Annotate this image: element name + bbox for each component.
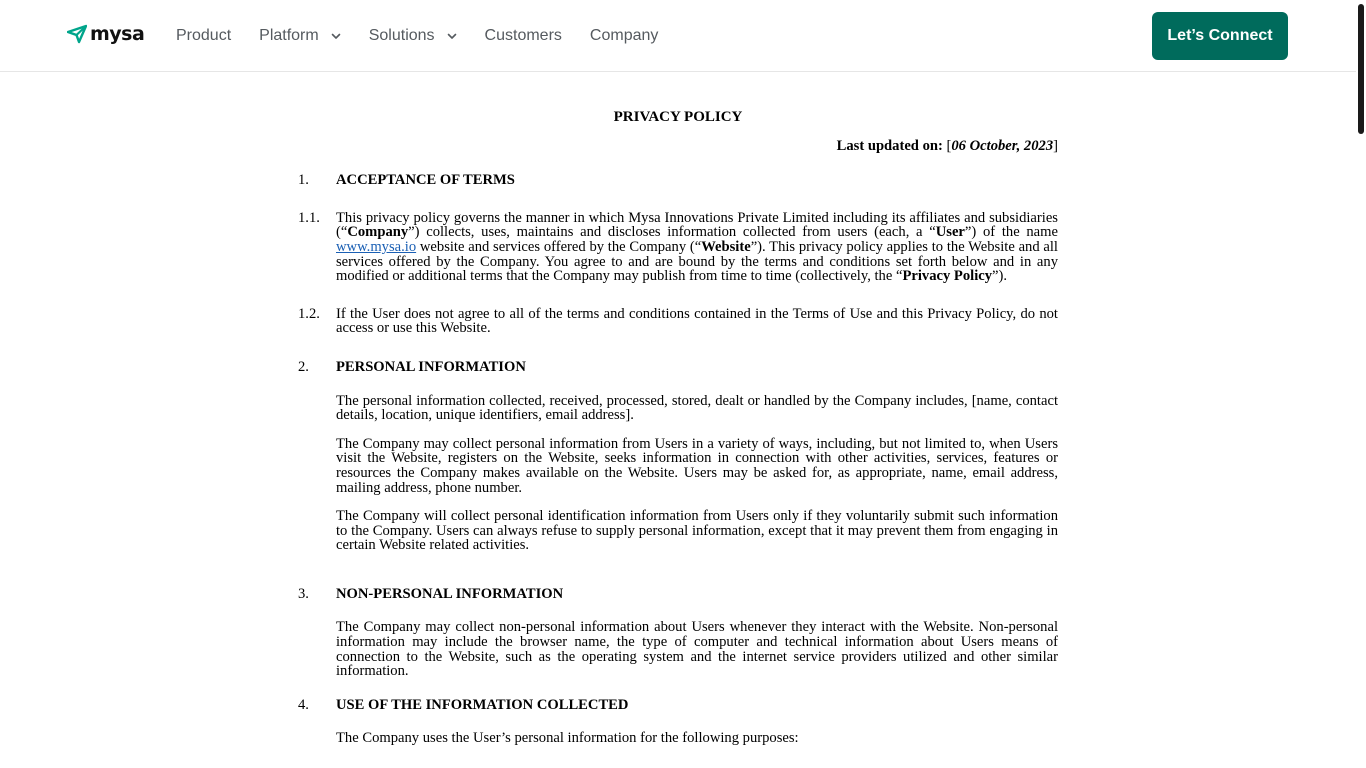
nav-platform-label: Platform: [259, 27, 319, 44]
paragraph: The Company will collect personal identification information from Users only if they voluntarily submit such information to the Company. Users can always refuse to supply personal information, except that it may prevent them from engaging in certain Website related activities.: [336, 508, 1058, 554]
brand-name: mysa: [90, 23, 145, 45]
paragraph: The Company may collect personal information from Users in a variety of ways, including, but not limited to, when Users visit the Website, registers on the Website, seeks information in connection with other activities, services, features or resources the Company makes available on the Website. Users may be asked for, as appropriate, name, email address, mailing address, phone number.: [336, 435, 1058, 496]
clause-text: If the User does not agree to all of the terms and conditions contained in the Terms of Use and this Privacy Policy, do not access or use this Website.: [336, 305, 1058, 337]
chevron-down-icon: [447, 31, 457, 41]
chevron-down-icon: [331, 31, 341, 41]
page-title: PRIVACY POLICY: [613, 109, 743, 125]
section-heading: 2. PERSONAL INFORMATION: [298, 358, 526, 375]
nav-company[interactable]: [590, 24, 658, 48]
main-menu: [176, 24, 686, 48]
section-title: PERSONAL INFORMATION: [336, 358, 526, 375]
paragraph: The Company uses the User’s personal information for the following purposes:: [336, 730, 799, 747]
nav-company-label: Company: [589, 27, 659, 44]
paper-plane-icon: [67, 24, 87, 44]
page-scrollbar[interactable]: [1356, 0, 1366, 768]
nav-product[interactable]: [176, 24, 231, 48]
last-updated-label: Last updated on:: [836, 137, 943, 154]
privacy-policy-document: [298, 100, 1058, 746]
section-title: ACCEPTANCE OF TERMS: [336, 172, 515, 189]
nav-customers-label: Customers: [484, 27, 562, 44]
nav-product-label: Product: [176, 27, 232, 44]
lets-connect-button[interactable]: Let’s Connect: [1152, 12, 1288, 60]
top-nav: [0, 0, 1356, 72]
section-heading: 1. ACCEPTANCE OF TERMS: [298, 172, 515, 189]
clause-1-2: 1.2. If the User does not agree to all of the terms and conditions contained in the Terms of Use and this Privacy Policy, do not access or use this Website.: [298, 305, 1058, 337]
clause-text: This privacy policy governs the manner in which Mysa Innovations Private Limited including its affiliates and subsidiaries (“Company”) collects, uses, maintains and discloses information collected from users (each, a “User”) of the name www.mysa.io website and services offered by the Company (“Website”). This privacy policy applies to the Website and all services offered by the Company. You agree to and are bound by the terms and conditions set forth below and in any modified or additional terms that the Company may publish from time to time (collectively, the “Privacy Policy”).: [336, 209, 1058, 285]
section-heading: 3. NON-PERSONAL INFORMATION: [298, 585, 564, 602]
nav-customers[interactable]: [485, 24, 562, 48]
nav-solutions[interactable]: [369, 24, 457, 48]
last-updated-date: 06 October, 2023: [951, 137, 1054, 154]
nav-solutions-label: Solutions: [368, 27, 435, 44]
section-title: USE OF THE INFORMATION COLLECTED: [336, 696, 629, 713]
clause-1-1: 1.1. This privacy policy governs the manner in which Mysa Innovations Private Limited including its affiliates and subsidiaries (“Company”) collects, uses, maintains and discloses information collected from users (each, a “User”) of the name www.mysa.io website and services offered by the Company (“Website”). This privacy policy applies to the Website and all services offered by the Company. You agree to and are bound by the terms and conditions set forth below and in any modified or additional terms that the Company may publish from time to time (collectively, the “Privacy Policy”).: [298, 209, 1058, 285]
scrollbar-thumb[interactable]: [1358, 4, 1364, 134]
last-updated: Last updated on: [06 October, 2023]: [836, 137, 1058, 154]
section-title: NON-PERSONAL INFORMATION: [336, 585, 564, 602]
paragraph: The personal information collected, received, processed, stored, dealt or handled by the Company includes, [name, contact details, location, unique identifiers, email address].: [336, 392, 1058, 424]
brand-logo[interactable]: [67, 24, 144, 44]
website-link[interactable]: www.mysa.io: [336, 238, 417, 255]
nav-platform[interactable]: [259, 24, 341, 48]
paragraph: The Company may collect non-personal information about Users whenever they interact with the Website. Non-personal information may include the browser name, the type of computer and technical information about Users means of connection to the Website, such as the operating system and the internet service providers utilized and other similar information.: [336, 619, 1058, 680]
section-heading: 4. USE OF THE INFORMATION COLLECTED: [298, 696, 629, 713]
